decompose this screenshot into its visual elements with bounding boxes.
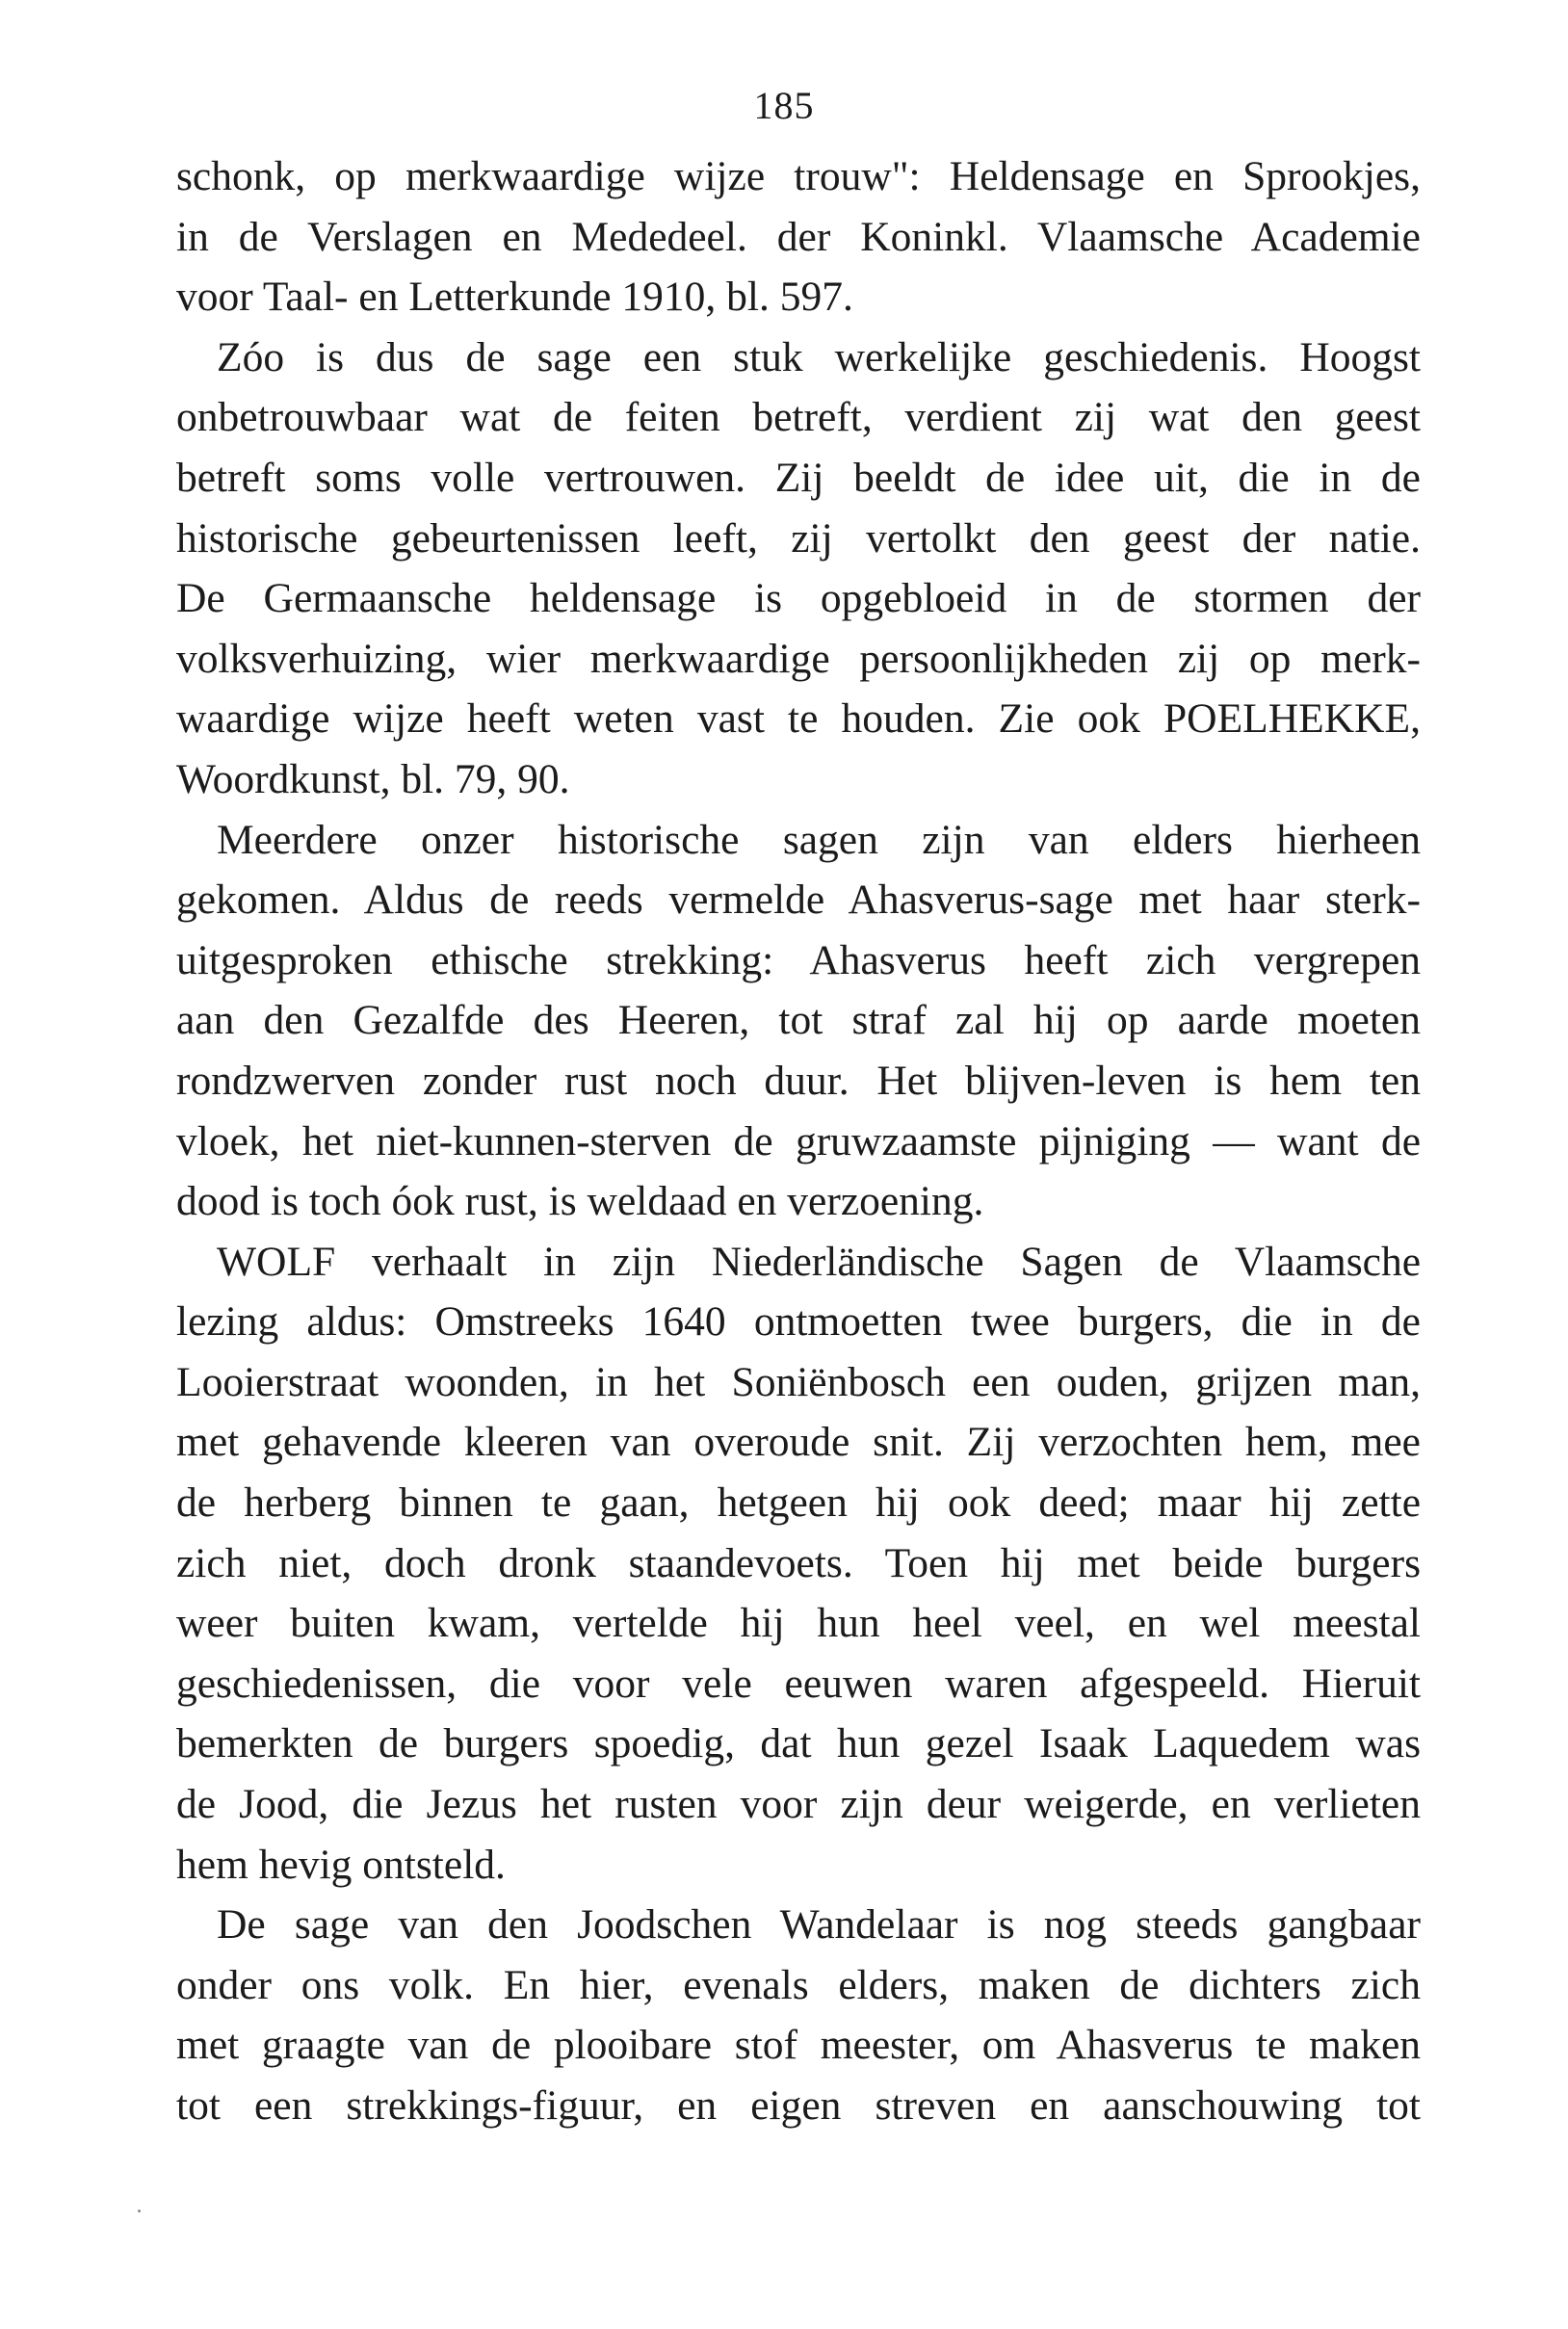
text-line: zich niet, doch dronk staandevoets. Toen hij met beide burgers xyxy=(176,1539,1421,1586)
page-number: 185 xyxy=(753,84,815,127)
text-line: Meerdere onzer historische sagen zijn van elders hierheen xyxy=(217,816,1421,863)
text-line: in de Verslagen en Mededeel. der Koninkl. Vlaamsche Academie xyxy=(176,213,1421,260)
text-line: met gehavende kleeren van overoude snit. Zij verzochten hem, mee xyxy=(176,1419,1421,1466)
text-line: betreft soms volle vertrouwen. Zij beeldt de idee uit, die in de xyxy=(176,454,1421,501)
text-line: Zóo is dus de sage een stuk werkelijke geschiedenis. Hoogst xyxy=(217,333,1421,380)
text-line: uitgesproken ethische strekking: Ahasverus heeft zich vergrepen xyxy=(176,936,1421,983)
text-line: De Germaansche heldensage is opgebloeid in de stormen der xyxy=(176,575,1421,622)
text-line: rondzwerven zonder rust noch duur. Het blijven-leven is hem ten xyxy=(176,1057,1421,1104)
text-line: bemerkten de burgers spoedig, dat hun gezel Isaak Laquedem was xyxy=(176,1720,1421,1767)
text-line: voor Taal- en Letterkunde 1910, bl. 597. xyxy=(176,274,853,321)
print-speck xyxy=(138,2210,141,2212)
paragraph xyxy=(176,146,1421,327)
text-line: Looierstraat woonden, in het Soniënbosch een ouden, grijzen man, xyxy=(176,1358,1421,1405)
text-line: de Jood, die Jezus het rusten voor zijn deur weigerde, en verlieten xyxy=(176,1781,1421,1828)
text-line: geschiedenissen, die voor vele eeuwen waren afgespeeld. Hieruit xyxy=(176,1660,1421,1707)
text-line: aan den Gezalfde des Heeren, tot straf zal hij op aarde moeten xyxy=(176,997,1421,1044)
text-line: schonk, op merkwaardige wijze trouw": Heldensage en Sprookjes, xyxy=(176,153,1421,199)
text-line: onbetrouwbaar wat de feiten betreft, verdient zij wat den geest xyxy=(176,394,1421,441)
text-line: tot een strekkings-figuur, en eigen streven en aanschouwing tot xyxy=(176,2082,1421,2129)
paragraph xyxy=(176,327,1421,810)
text-line: volksverhuizing, wier merkwaardige persoonlijkheden zij op merk- xyxy=(176,635,1421,682)
text-line: De sage van den Joodschen Wandelaar is nog steeds gangbaar xyxy=(217,1901,1421,1949)
text-line: WOLF verhaalt in zijn Niederländische Sagen de Vlaamsche xyxy=(217,1238,1421,1285)
text-line: historische gebeurtenissen leeft, zij vertolkt den geest der natie. xyxy=(176,514,1421,562)
text-line: lezing aldus: Omstreeks 1640 ontmoetten twee burgers, die in de xyxy=(176,1298,1421,1346)
text-line: waardige wijze heeft weten vast te houden. Zie ook POELHEKKE, xyxy=(176,695,1421,743)
text-line: met graagte van de plooibare stof meester, om Ahasverus te maken xyxy=(176,2022,1421,2069)
text-line: vloek, het niet-kunnen-sterven de gruwzaamste pijniging — want de xyxy=(176,1117,1421,1164)
text-line: gekomen. Aldus de reeds vermelde Ahasverus-sage met haar sterk- xyxy=(176,877,1421,924)
text-line: de herberg binnen te gaan, hetgeen hij ook deed; maar hij zette xyxy=(176,1479,1421,1527)
text-line: weer buiten kwam, vertelde hij hun heel veel, en wel meestal xyxy=(176,1600,1421,1647)
text-line: dood is toch óok rust, is weldaad en verzoening. xyxy=(176,1178,984,1225)
paragraph xyxy=(176,1895,1421,2135)
paragraph xyxy=(176,810,1421,1232)
text-line: Woordkunst, bl. 79, 90. xyxy=(176,755,570,802)
body-text xyxy=(176,146,1421,2136)
text-line: hem hevig ontsteld. xyxy=(176,1841,506,1888)
text-line: onder ons volk. En hier, evenals elders, maken de dichters zich xyxy=(176,1961,1421,2008)
paragraph xyxy=(176,1232,1421,1896)
